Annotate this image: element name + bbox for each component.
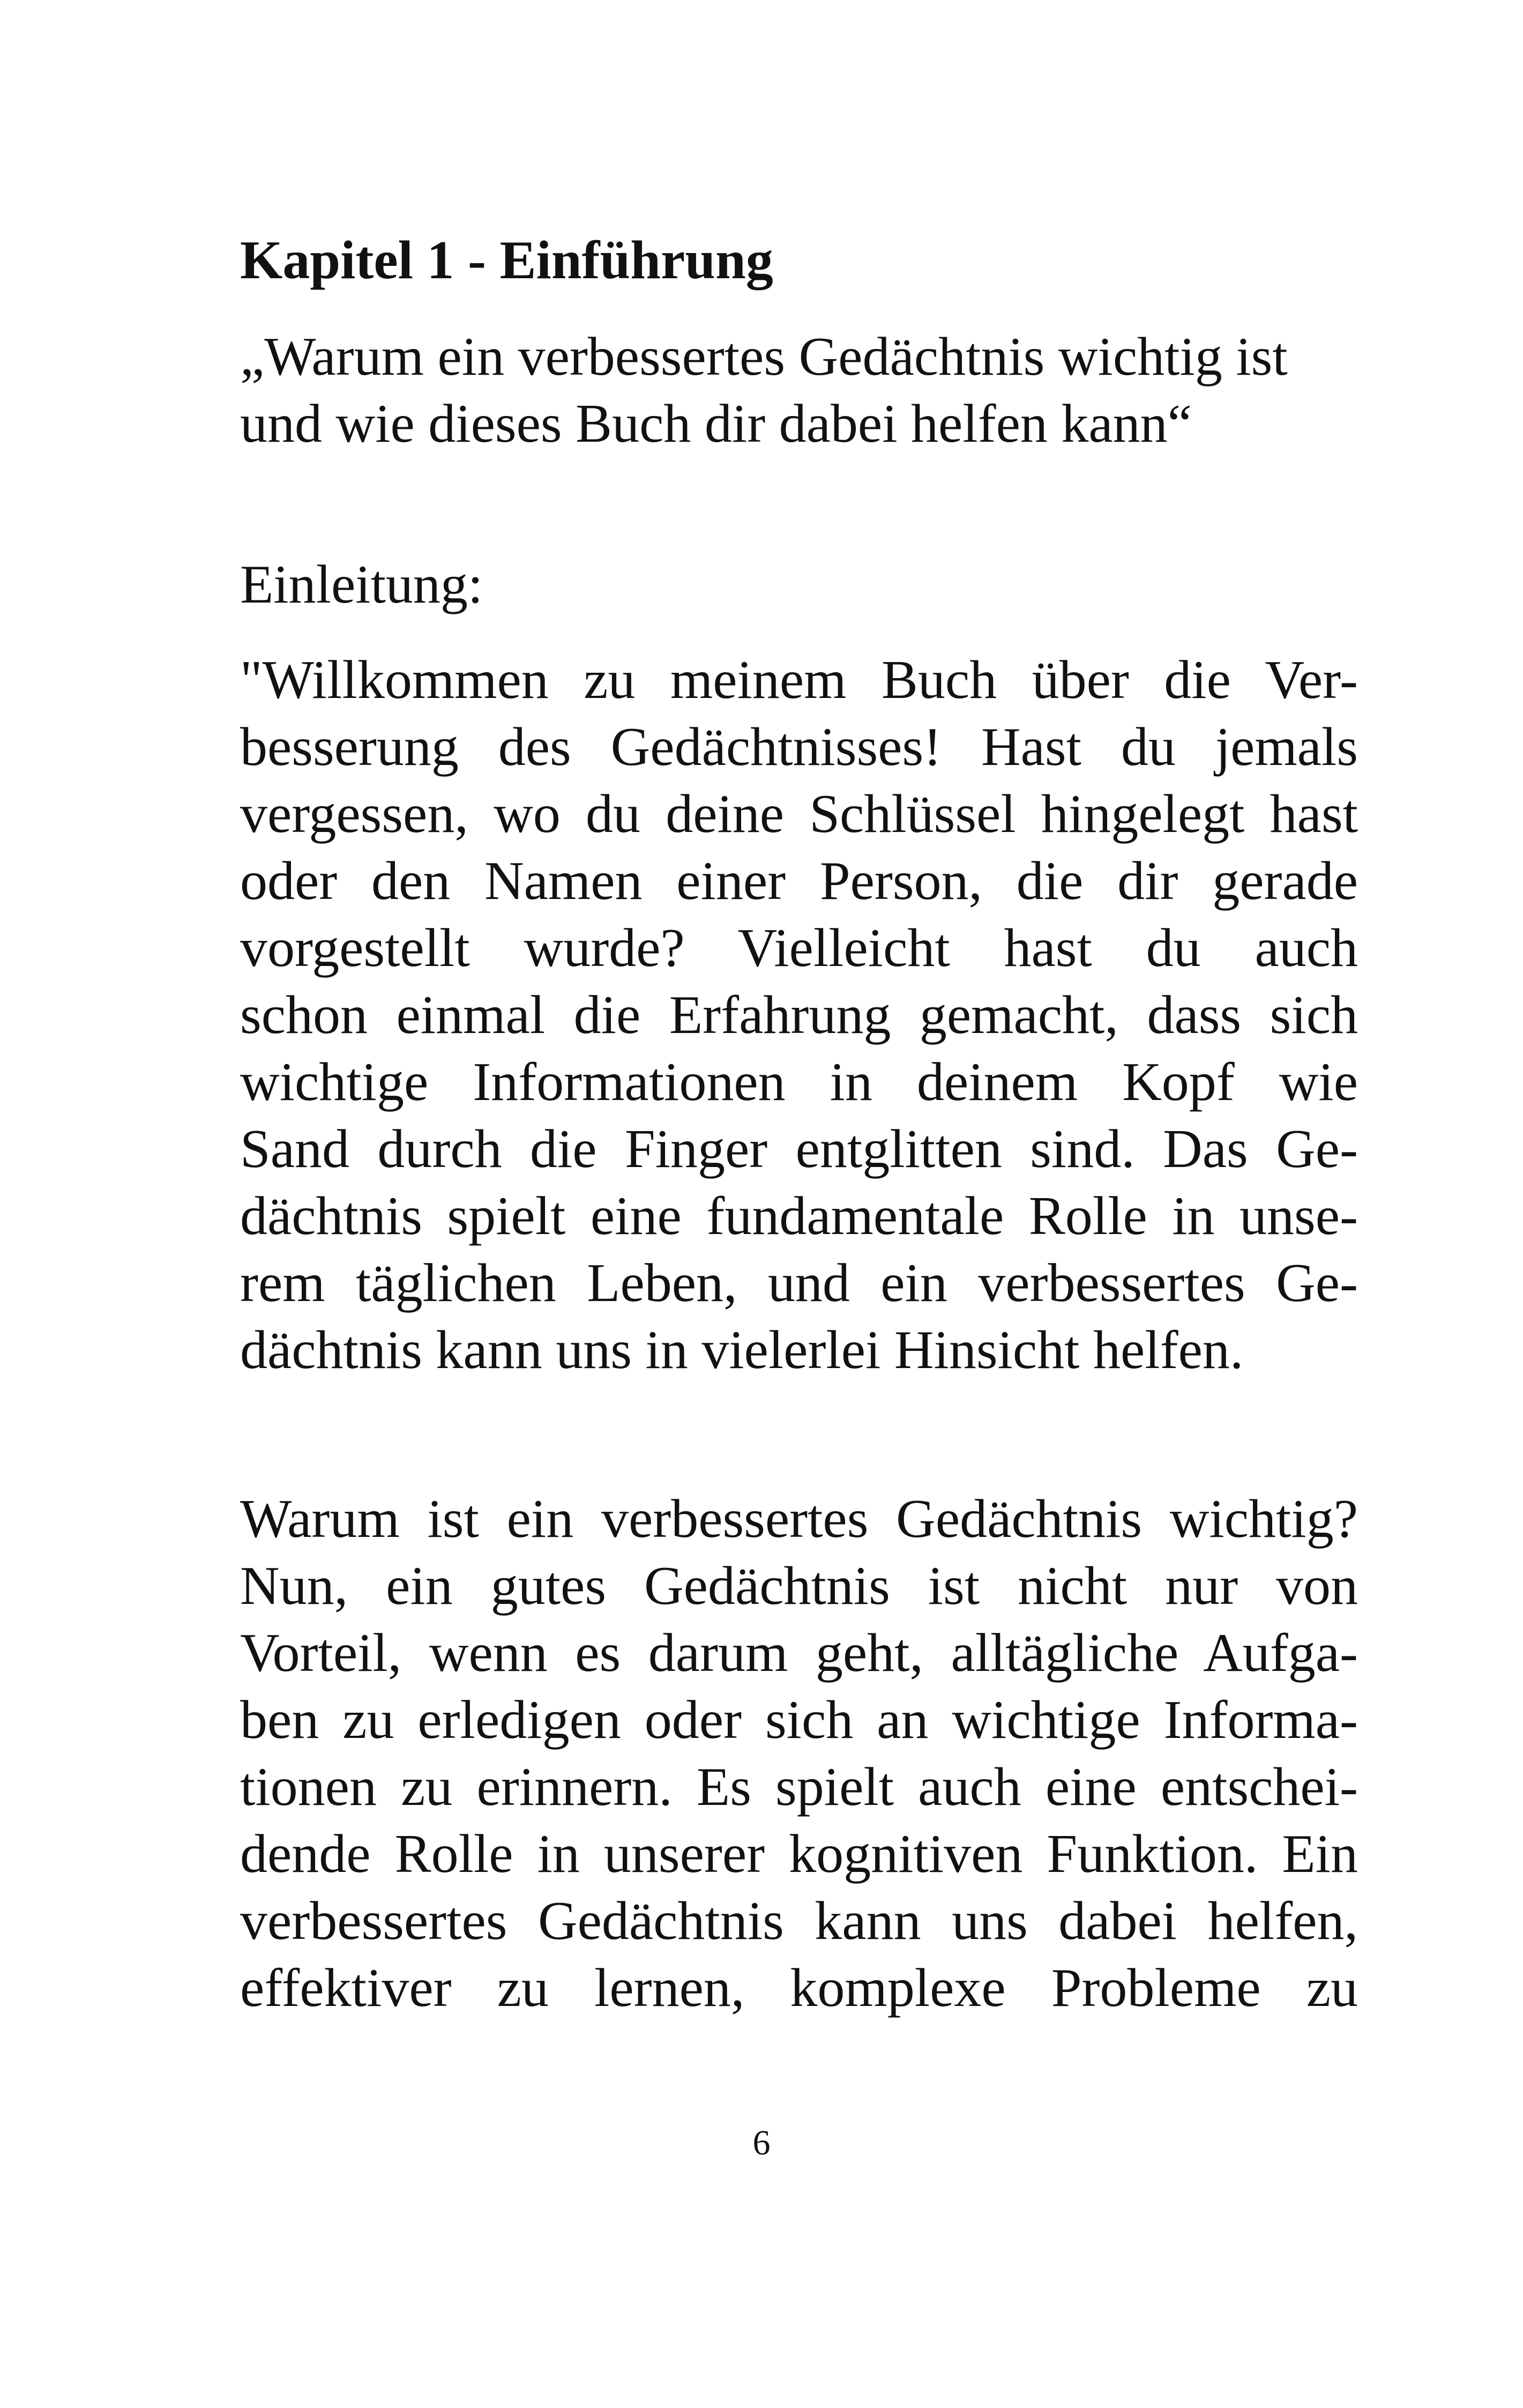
text-line: Sand durch die Finger entglitten sind. Das Ge-: [240, 1119, 1358, 1179]
text-line: Nun, ein gutes Gedächtnis ist nicht nur von: [240, 1556, 1358, 1616]
subtitle-line: und wie dieses Buch dir dabei helfen kann“: [240, 393, 1192, 454]
text-line: Warum ist ein verbessertes Gedächtnis wichtig?: [240, 1489, 1358, 1549]
text-line: tionen zu erinnern. Es spielt auch eine entschei-: [240, 1757, 1358, 1817]
paragraph-intro: [240, 646, 1358, 1384]
text-line: oder den Namen einer Person, die dir gerade: [240, 851, 1358, 911]
text-line: dächtnis kann uns in vielerlei Hinsicht helfen.: [240, 1320, 1244, 1380]
text-line: verbessertes Gedächtnis kann uns dabei helfen,: [240, 1891, 1358, 1951]
text-line: "Willkommen zu meinem Buch über die Ver-: [240, 650, 1358, 710]
text-line: effektiver zu lernen, komplexe Probleme zu: [240, 1958, 1358, 2018]
paragraph-why-memory: [240, 1485, 1358, 2021]
text-line: dende Rolle in unserer kognitiven Funktion. Ein: [240, 1824, 1358, 1884]
text-line: ben zu erledigen oder sich an wichtige Informa-: [240, 1690, 1358, 1750]
text-line: vergessen, wo du deine Schlüssel hingelegt hast: [240, 784, 1358, 844]
text-line: Vorteil, wenn es darum geht, alltägliche Aufga-: [240, 1623, 1358, 1683]
chapter-subtitle: [240, 323, 1358, 457]
page-number: 6: [752, 2123, 771, 2162]
text-line: besserung des Gedächtnisses! Hast du jemals: [240, 717, 1358, 777]
chapter-title: Kapitel 1 - Einführung: [240, 230, 773, 291]
text-line: vorgestellt wurde? Vielleicht hast du auch: [240, 918, 1358, 978]
section-label: Einleitung:: [240, 554, 483, 615]
text-line: schon einmal die Erfahrung gemacht, dass sich: [240, 985, 1358, 1045]
text-line: wichtige Informationen in deinem Kopf wie: [240, 1052, 1358, 1112]
text-line: dächtnis spielt eine fundamentale Rolle in unse-: [240, 1186, 1358, 1246]
subtitle-line: „Warum ein verbessertes Gedächtnis wichtig ist: [240, 326, 1288, 387]
text-line: rem täglichen Leben, und ein verbessertes Ge-: [240, 1253, 1358, 1313]
